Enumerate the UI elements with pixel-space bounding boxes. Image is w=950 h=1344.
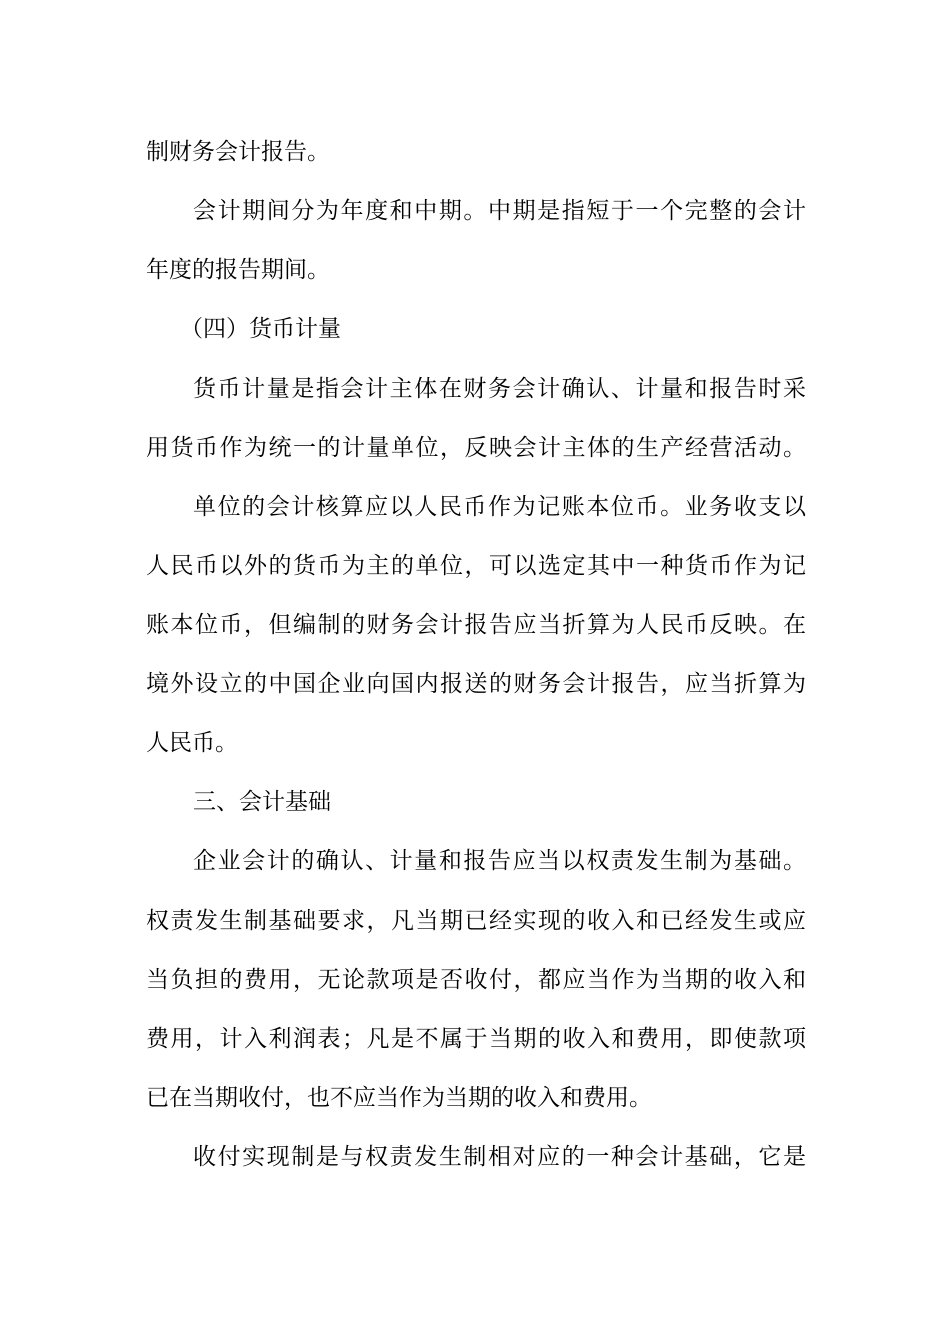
- text-line: 年度的报告期间。: [146, 257, 330, 283]
- text-line: 已在当期收付，也不应当作为当期的收入和费用。: [146, 1085, 652, 1111]
- text-line: 境外设立的中国企业向国内报送的财务会计报告，应当折算为: [146, 671, 806, 697]
- text-line: 会计期间分为年度和中期。中期是指短于一个完整的会计: [193, 198, 806, 224]
- text-line: 人民币。: [146, 730, 238, 756]
- text-line: 收付实现制是与权责发生制相对应的一种会计基础，它是: [193, 1144, 806, 1170]
- text-line: 用货币作为统一的计量单位，反映会计主体的生产经营活动。: [146, 435, 806, 461]
- text-line: 费用，计入利润表；凡是不属于当期的收入和费用，即使款项: [146, 1026, 806, 1052]
- section-heading: （四）货币计量: [180, 316, 341, 342]
- text-line: 人民币以外的货币为主的单位，可以选定其中一种货币作为记: [146, 553, 806, 579]
- text-line: 权责发生制基础要求，凡当期已经实现的收入和已经发生或应: [146, 908, 806, 934]
- text-line: 账本位币，但编制的财务会计报告应当折算为人民币反映。在: [146, 612, 806, 638]
- text-line: 企业会计的确认、计量和报告应当以权责发生制为基础。: [193, 848, 806, 874]
- text-line: 当负担的费用，无论款项是否收付，都应当作为当期的收入和: [146, 967, 806, 993]
- text-line: 货币计量是指会计主体在财务会计确认、计量和报告时采: [193, 376, 806, 402]
- section-heading: 三、会计基础: [193, 789, 331, 815]
- text-line: 单位的会计核算应以人民币作为记账本位币。业务收支以: [193, 494, 806, 520]
- text-line: 制财务会计报告。: [146, 139, 330, 165]
